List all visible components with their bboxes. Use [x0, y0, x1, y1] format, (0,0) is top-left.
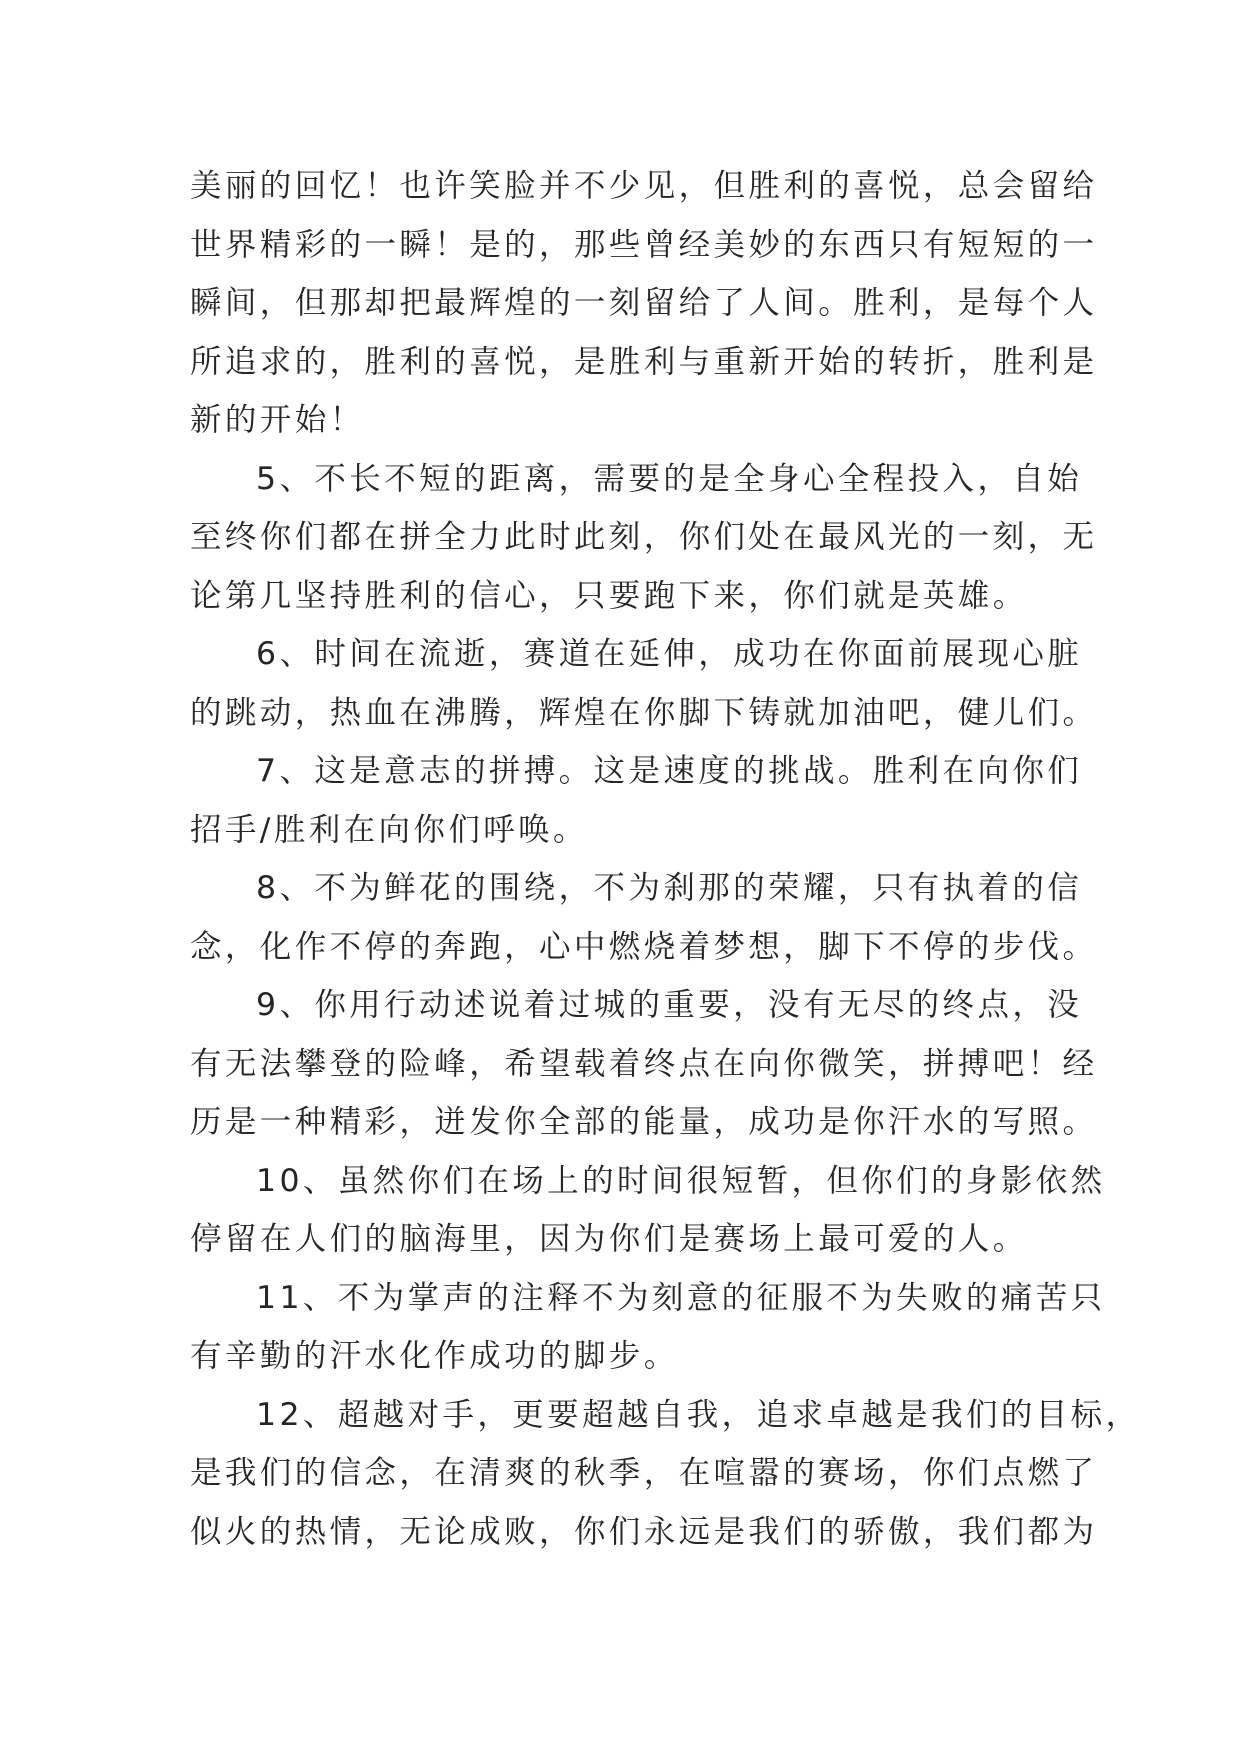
- text-line: 念，化作不停的奔跑，心中燃烧着梦想，脚下不停的步伐。: [190, 928, 1098, 965]
- paragraph-12: [190, 1386, 1141, 1562]
- text-line: 美丽的回忆！也许笑脸并不少见，但胜利的喜悦，总会留给: [190, 168, 1098, 204]
- text-line: 论第几坚持胜利的信心，只要跑下来，你们就是英雄。: [190, 577, 1028, 614]
- text-line: 12、超越对手，更要超越自我，追求卓越是我们的目标，: [256, 1396, 1141, 1433]
- paragraph-8: [190, 859, 1098, 976]
- text-line: 世界精彩的一瞬！是的，那些曾经美妙的东西只有短短的一: [190, 226, 1098, 263]
- text-line: 9、你用行动述说着过城的重要，没有无尽的终点，没: [256, 987, 1083, 1023]
- text-line: 6、时间在流逝，赛道在延伸，成功在你面前展现心脏: [256, 636, 1083, 672]
- paragraph-7: [190, 742, 1083, 859]
- paragraph-continuation: [190, 157, 1098, 450]
- text-line: 7、这是意志的拼搏。这是速度的挑战。胜利在向你们: [256, 753, 1083, 789]
- text-line: 新的开始！: [190, 402, 365, 438]
- text-line: 瞬间，但那却把最辉煌的一刻留给了人间。胜利，是每个人: [190, 285, 1098, 321]
- document-body: [190, 157, 1141, 1561]
- paragraph-6: [190, 625, 1098, 742]
- text-line: 历是一种精彩，迸发你全部的能量，成功是你汗水的写照。: [190, 1104, 1098, 1140]
- text-line: 的跳动，热血在沸腾，辉煌在你脚下铸就加油吧，健儿们。: [190, 694, 1098, 731]
- text-line: 8、不为鲜花的围绕，不为刹那的荣耀，只有执着的信: [256, 870, 1083, 906]
- paragraph-11: [190, 1269, 1106, 1386]
- text-line: 11、不为掌声的注释不为刻意的征服不为失败的痛苦只: [256, 1279, 1106, 1316]
- paragraph-5: [190, 450, 1098, 626]
- text-line: 似火的热情，无论成败，你们永远是我们的骄傲，我们都为: [190, 1513, 1098, 1550]
- text-line: 是我们的信念，在清爽的秋季，在喧嚣的赛场，你们点燃了: [190, 1455, 1098, 1491]
- text-line: 有无法攀登的险峰，希望载着终点在向你微笑，拼搏吧！经: [190, 1045, 1098, 1082]
- paragraph-9: [190, 976, 1098, 1152]
- text-line: 10、虽然你们在场上的时间很短暂，但你们的身影依然: [256, 1162, 1106, 1199]
- text-line: 有辛勤的汗水化作成功的脚步。: [190, 1338, 679, 1374]
- text-line: 至终你们都在拼全力此时此刻，你们处在最风光的一刻，无: [190, 519, 1098, 555]
- paragraph-10: [190, 1152, 1106, 1269]
- text-line: 5、不长不短的距离，需要的是全身心全程投入，自始: [256, 460, 1083, 497]
- text-line: 所追求的，胜利的喜悦，是胜利与重新开始的转折，胜利是: [190, 343, 1098, 380]
- text-line: 停留在人们的脑海里，因为你们是赛场上最可爱的人。: [190, 1221, 1028, 1257]
- text-line: 招手/胜利在向你们呼唤。: [190, 811, 588, 848]
